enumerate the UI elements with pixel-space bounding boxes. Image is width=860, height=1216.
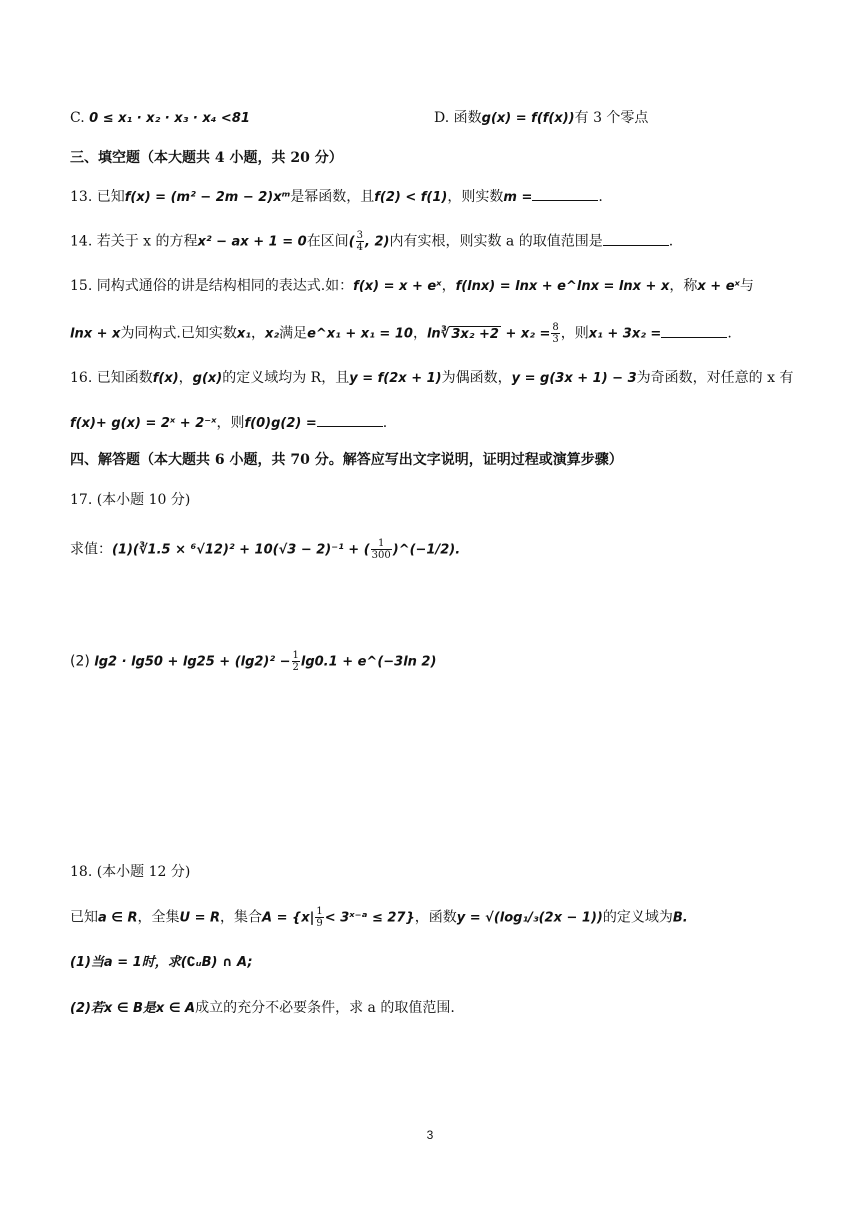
q13-mid2: ，则实数: [447, 189, 504, 205]
q16b-expr1: f(x)+ g(x) = 2ˣ + 2⁻ˣ: [70, 416, 217, 431]
option-d-expr: g(x) = f(f(x)): [481, 111, 575, 126]
q18-l1-mid1: ，全集: [137, 909, 180, 926]
q14-frac-num: 3: [356, 230, 364, 241]
question-18-line-2: [70, 952, 253, 973]
q17-p1-frac-den: 300: [371, 550, 391, 561]
q15b-mid2: 满足: [279, 325, 308, 342]
q17-p1-tail: )^(−1/2).: [392, 542, 461, 558]
option-d: [434, 108, 648, 129]
q15b-frac-den: 3: [552, 334, 559, 345]
question-17-part-1: [70, 538, 460, 561]
question-16-line-2: [70, 412, 387, 434]
q18-l1-expr1: a ∈ R: [98, 910, 138, 926]
page-number: 3: [426, 1128, 434, 1142]
q17-p1-frac-num: 1: [371, 538, 392, 550]
q14-end: .: [668, 233, 674, 250]
q14-mid2: 内有实根，则实数 a 的取值范围是: [389, 233, 603, 250]
question-16-line-1: [70, 368, 793, 389]
q18-l1-fraction: [315, 906, 323, 929]
q18-head: 18. (本小题 12 分): [70, 864, 191, 880]
q17-head: 17. (本小题 10 分): [70, 492, 191, 508]
q15b-end: .: [727, 325, 732, 342]
q14-fraction: [356, 230, 364, 253]
question-13: [70, 186, 603, 208]
q18-l1-end: 的定义域为: [602, 909, 673, 926]
q16b-expr2: f(0)g(2) =: [244, 416, 317, 431]
q18-l3-end: 成立的充分不必要条件，求 a 的取值范围.: [195, 1000, 455, 1016]
q18-l1-frac-den: 9: [316, 918, 323, 929]
question-17-part-2: [70, 650, 436, 673]
q15b-frac-num: 8: [552, 322, 559, 333]
q13-prefix: 13. 已知: [70, 189, 125, 205]
q15-expr1: f(x) = x + eˣ: [353, 279, 442, 294]
q15b-fraction: [551, 322, 559, 345]
q13-mid: 是幂函数，且: [290, 189, 375, 205]
answer-blank: [603, 231, 669, 246]
q15b-expr2: x₁: [236, 326, 251, 342]
q18-l1-mid3: ，函数: [414, 909, 457, 926]
answer-blank: [661, 323, 727, 338]
q16-expr4: y = g(3x + 1) − 3: [511, 371, 637, 386]
q15b-mid3: ，则: [560, 325, 589, 342]
q14-interval-rest: , 2): [365, 234, 390, 250]
q14-interval-open: (: [348, 234, 355, 250]
q15b-expr6: x₁ + 3x₂ =: [588, 326, 662, 342]
question-18-heading: [70, 862, 190, 882]
q18-l2-expr: (1)当a = 1时，求(∁ᵤB) ∩ A;: [70, 955, 253, 970]
question-15-line-2: [70, 322, 732, 345]
q16-expr3: y = f(2x + 1): [349, 371, 442, 386]
q16-sep: ，: [178, 370, 193, 386]
q18-l1-frac-num: 1: [316, 906, 323, 917]
q18-l1-expr4: < 3ˣ⁻ᵃ ≤ 27}: [324, 910, 415, 926]
option-c-expr: 0 ≤ x₁ · x₂ · x₃ · x₄ <81: [89, 111, 250, 126]
q15-text: 15. 同构式通俗的讲是结构相同的表达式.如：: [70, 278, 354, 294]
option-c-label: C.: [70, 110, 85, 126]
q17-p2-frac-num: 1: [292, 650, 299, 661]
answer-blank: [317, 412, 383, 427]
q16b-mid: ，则: [216, 415, 245, 431]
q17-p2-tail: lg0.1 + e^(−3ln 2): [300, 654, 437, 670]
q15b-radicand: 3x₂ +2: [451, 326, 499, 342]
q15-end: 与: [739, 278, 754, 294]
q13-expr2: f(2) < f(1): [374, 190, 448, 205]
q15b-ln: ln: [426, 326, 441, 342]
q14-expr1: x² − ax + 1 = 0: [197, 234, 307, 250]
q18-l1-prefix: 已知: [70, 909, 98, 926]
q17-p2-label: (2): [70, 653, 90, 670]
q15b-sep: ，: [250, 325, 265, 342]
q18-l1-expr2: U = R: [179, 910, 221, 926]
q18-l1-mid2: ，集合: [220, 909, 263, 926]
q13-expr1: f(x) = (m² − 2m − 2)xᵐ: [124, 190, 291, 205]
q16-end: 为奇函数，对任意的 x 有: [636, 370, 794, 386]
q15b-expr1: lnx + x: [70, 326, 121, 342]
question-17-heading: [70, 490, 190, 510]
q14-frac-den: 4: [356, 242, 364, 253]
q17-p1-expr: (1)(∛1.5 × ⁶√12)² + 10(√3 − 2)⁻¹ + (: [112, 542, 370, 558]
option-d-label: D. 函数: [434, 110, 482, 126]
q15b-expr4: e^x₁ + x₁ = 10: [307, 326, 413, 342]
q15b-expr5c: + x₂ =: [500, 326, 551, 342]
q18-l1-expr3: A = {x|: [262, 910, 315, 926]
q15-expr3: x + eˣ: [697, 279, 740, 294]
q17-p2-frac-den: 2: [292, 662, 299, 673]
q16-mid: 的定义域均为 R，且: [222, 370, 350, 386]
cube-root-symbol: ∛: [440, 326, 450, 342]
option-c: [70, 108, 250, 129]
q16-expr1: f(x): [152, 371, 179, 386]
question-18-line-1: [70, 906, 688, 929]
q17-p2-fraction: [292, 650, 300, 673]
q16-mid2: 为偶函数，: [441, 370, 512, 386]
q17-p1-fraction: [371, 538, 392, 561]
q15-expr2: f(lnx) = lnx + e^lnx = lnx + x: [455, 279, 670, 294]
q14-prefix: 14. 若关于 x 的方程: [70, 233, 198, 250]
question-15-line-1: [70, 276, 754, 297]
q14-mid: 在区间: [306, 233, 349, 250]
q18-l3-expr: (2)若x ∈ B是x ∈ A: [70, 1001, 196, 1016]
q16b-end: .: [382, 415, 388, 431]
q15b-sep2: ，: [412, 325, 427, 342]
option-d-suffix: 有 3 个零点: [574, 110, 649, 126]
q15-mid: ，称: [669, 278, 698, 294]
q17-p2-expr: lg2 · lg50 + lg25 + (lg2)² −: [94, 654, 291, 670]
section-4-heading: 四、解答题（本大题共 6 小题，共 70 分。解答应写出文字说明，证明过程或演算步骤）: [70, 452, 623, 468]
section-3-heading: 三、填空题（本大题共 4 小题，共 20 分）: [70, 150, 343, 166]
answer-blank: [532, 186, 598, 201]
q16-prefix: 16. 已知函数: [70, 370, 153, 386]
question-14: [70, 230, 673, 253]
q13-expr3: m =: [503, 190, 533, 205]
q15b-expr3: x₂: [264, 326, 280, 342]
q15b-mid: 为同构式.已知实数: [120, 325, 237, 342]
question-18-line-3: [70, 998, 455, 1019]
q18-l1-expr5: y = √(log₁/₃(2x − 1)): [456, 910, 603, 926]
q15-sep: ，: [441, 278, 456, 294]
q13-end: .: [598, 189, 603, 205]
q16-expr2: g(x): [192, 371, 223, 386]
q17-p1-prefix: 求值：: [70, 541, 112, 558]
q18-l1-expr6: B.: [672, 910, 688, 926]
